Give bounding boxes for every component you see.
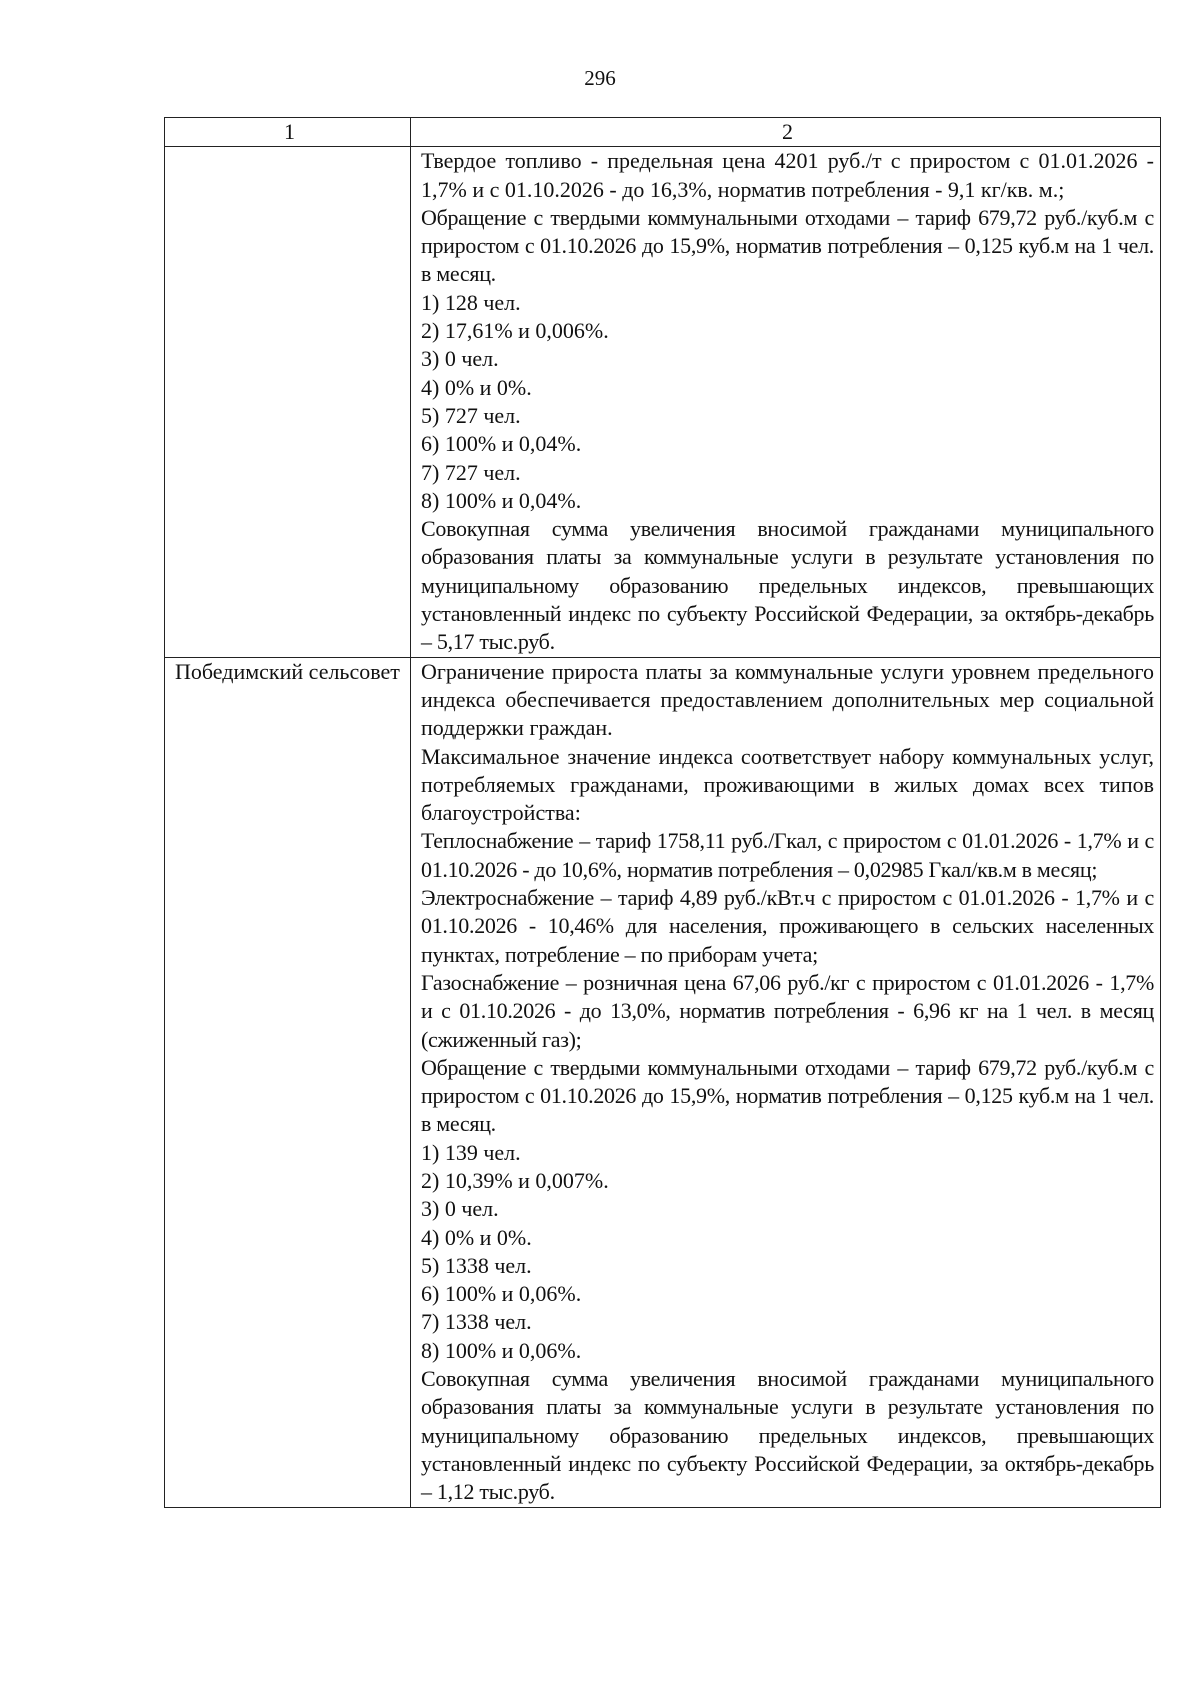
list-item: 3) 0 чел.	[421, 346, 499, 372]
summary-paragraph: Совокупная сумма увеличения вносимой гражданами муниципального образования платы за коммунальные услуги в результате установления по муниципальному образованию предельных индексов, превышающих установленный индекс по субъекту Российской Федерации, за октябрь-декабрь – 5,17 тыс.руб.	[421, 516, 1154, 655]
list-item: 6) 100% и 0,04%.	[421, 431, 582, 457]
list-item: 3) 0 чел.	[421, 1196, 499, 1222]
page-number: 296	[584, 66, 616, 90]
tariff-table	[164, 117, 1161, 1508]
tariff-paragraph: Максимальное значение индекса соответствует набору коммунальных услуг, потребляемых гражданами, проживающими в жилых домах всех типов благоустройства:	[421, 743, 1154, 826]
list-item: 8) 100% и 0,04%.	[421, 487, 582, 513]
tariff-paragraph: Газоснабжение – розничная цена 67,06 руб./кг с приростом с 01.01.2026 - 1,7% и с 01.10.2026 - до 13,0%, норматив потребления - 6,96 кг на 1 чел. в месяц (сжиженный газ);	[421, 969, 1154, 1052]
tariff-paragraph: Ограничение прироста платы за коммунальные услуги уровнем предельного индекса обеспечивается предоставлением дополнительных мер социальной поддержки граждан.	[421, 658, 1154, 741]
row-description	[411, 657, 1161, 1507]
municipality-name: Победимский сельсовет	[165, 657, 411, 1507]
list-item: 7) 727 чел.	[421, 459, 521, 485]
list-item: 6) 100% и 0,06%.	[421, 1281, 582, 1307]
row-description	[411, 147, 1161, 657]
list-item: 1) 128 чел.	[421, 289, 521, 315]
table-row	[165, 147, 1161, 657]
table-header-row	[165, 118, 1161, 147]
header-col-1: 1	[165, 118, 411, 147]
list-item: 2) 17,61% и 0,006%.	[421, 318, 609, 344]
list-item: 7) 1338 чел.	[421, 1309, 532, 1335]
tariff-paragraph: Обращение с твердыми коммунальными отходами – тариф 679,72 руб./куб.м с приростом с 01.10.2026 до 15,9%, норматив потребления – 0,125 куб.м на 1 чел. в месяц.	[421, 204, 1154, 287]
table-row	[165, 657, 1161, 1507]
list-item: 4) 0% и 0%.	[421, 374, 532, 400]
list-item: 1) 139 чел.	[421, 1139, 521, 1165]
tariff-paragraph: Электроснабжение – тариф 4,89 руб./кВт.ч с приростом с 01.01.2026 - 1,7% и с 01.10.2026 - 10,46% для населения, проживающего в сельских населенных пунктах, потребление – по приборам учета;	[421, 885, 1154, 967]
list-item: 8) 100% и 0,06%.	[421, 1337, 582, 1363]
tariff-paragraph: Обращение с твердыми коммунальными отходами – тариф 679,72 руб./куб.м с приростом с 01.10.2026 до 15,9%, норматив потребления – 0,125 куб.м на 1 чел. в месяц.	[421, 1054, 1154, 1137]
tariff-paragraph: Теплоснабжение – тариф 1758,11 руб./Гкал, с приростом с 01.01.2026 - 1,7% и с 01.10.2026 - до 10,6%, норматив потребления – 0,02985 Гкал/кв.м в месяц;	[421, 828, 1154, 882]
list-item: 5) 727 чел.	[421, 402, 521, 428]
list-item: 5) 1338 чел.	[421, 1252, 532, 1278]
tariff-paragraph: Твердое топливо - предельная цена 4201 руб./т с приростом с 01.01.2026 - 1,7% и с 01.10.2026 - до 16,3%, норматив потребления - 9,1 кг/кв. м.;	[421, 148, 1154, 202]
header-col-2: 2	[411, 118, 1161, 147]
municipality-name	[165, 147, 411, 657]
list-item: 4) 0% и 0%.	[421, 1224, 532, 1250]
list-item: 2) 10,39% и 0,007%.	[421, 1167, 609, 1193]
summary-paragraph: Совокупная сумма увеличения вносимой гражданами муниципального образования платы за коммунальные услуги в результате установления по муниципальному образованию предельных индексов, превышающих установленный индекс по субъекту Российской Федерации, за октябрь-декабрь – 1,12 тыс.руб.	[421, 1366, 1154, 1505]
